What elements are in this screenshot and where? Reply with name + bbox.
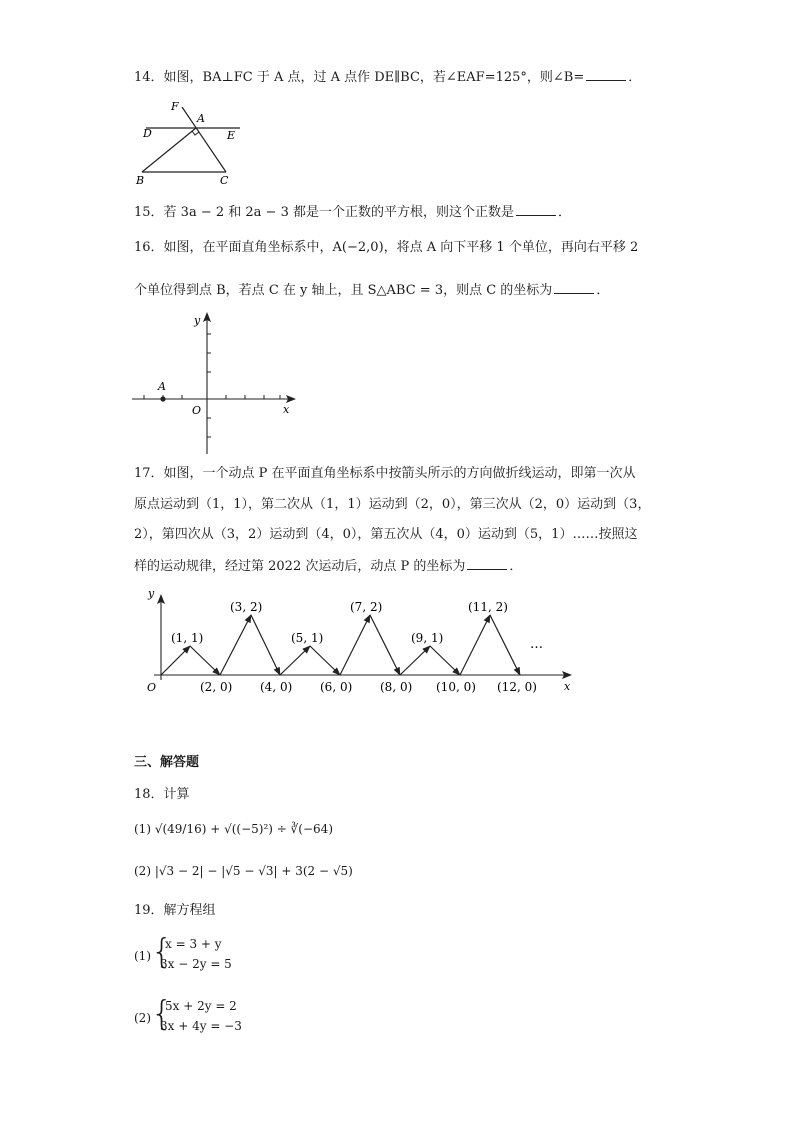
label-12-0: (12, 0) bbox=[497, 680, 537, 694]
label-5-1: (5, 1) bbox=[291, 631, 324, 645]
q14-end: ． bbox=[628, 70, 642, 85]
q15-number: 15． bbox=[134, 205, 164, 220]
q17-statement-4: 样的运动规律，经过第 2022 次运动后，动点 P 的坐标为 bbox=[134, 559, 466, 574]
q18-title: 18．计算 bbox=[134, 787, 190, 802]
y-ticks bbox=[207, 334, 211, 437]
q19-part2-eq2: 3x + 4y = −3 bbox=[160, 1019, 242, 1033]
motion-path bbox=[161, 615, 520, 675]
q19-part1-label: (1) bbox=[134, 949, 151, 963]
segment-7 bbox=[340, 615, 370, 675]
q16-figure bbox=[130, 308, 300, 456]
q14-number: 14． bbox=[134, 70, 164, 85]
segment-8 bbox=[370, 615, 400, 675]
q19-part2-eq1: 5x + 2y = 2 bbox=[165, 999, 237, 1013]
q17-line3 bbox=[134, 526, 637, 544]
q18-part2 bbox=[134, 862, 353, 880]
label-7-2: (7, 2) bbox=[350, 600, 383, 614]
q19-part1-eq1: x = 3 + y bbox=[165, 937, 222, 951]
q16-end: ． bbox=[596, 283, 610, 298]
q17-line1 bbox=[134, 465, 636, 483]
label-x: x bbox=[283, 403, 290, 416]
label-9-1: (9, 1) bbox=[411, 631, 444, 645]
point-a bbox=[160, 396, 165, 401]
segment-12 bbox=[490, 615, 520, 675]
q16-answer-blank[interactable] bbox=[554, 281, 594, 294]
label-origin: O bbox=[192, 404, 202, 417]
label-y: y bbox=[194, 314, 201, 327]
q17-statement-2: 原点运动到（1，1），第二次从（1，1）运动到（2，0），第三次从（2，0）运动到（3， bbox=[134, 497, 651, 512]
q16-statement-1: 如图，在平面直角坐标系中，A(−2,0)，将点 A 向下平移 1 个单位，再向右平移 2 bbox=[163, 240, 639, 255]
label-1-1: (1, 1) bbox=[171, 631, 204, 645]
label-f: F bbox=[171, 100, 179, 113]
segment-9 bbox=[400, 646, 430, 675]
brace-icon: { bbox=[151, 994, 173, 1034]
q15-end: ． bbox=[557, 205, 571, 220]
q14-statement: 如图，BA⊥FC 于 A 点，过 A 点作 DE∥BC，若∠EAF=125°，则∠B= bbox=[163, 70, 585, 85]
q18-part1-expression: √(49/16) + √((−5)²) ÷ ∛(−64) bbox=[154, 822, 333, 836]
label-e: E bbox=[227, 129, 236, 142]
top-labels bbox=[171, 600, 508, 645]
q16-line2 bbox=[134, 281, 609, 300]
segment-1 bbox=[161, 646, 190, 675]
q15-answer-blank[interactable] bbox=[516, 203, 556, 216]
label-10-0: (10, 0) bbox=[436, 680, 476, 694]
q18-part1-label: (1) bbox=[134, 822, 151, 836]
q14-text bbox=[134, 68, 641, 87]
label-a: A bbox=[158, 380, 166, 393]
q18-part1 bbox=[134, 820, 333, 838]
q16-line1 bbox=[134, 239, 638, 257]
label-c: C bbox=[220, 174, 229, 186]
q19-part1-eq2: 3x − 2y = 5 bbox=[160, 957, 232, 971]
q17-line4 bbox=[134, 557, 522, 576]
q16-number: 16． bbox=[134, 240, 164, 255]
q17-number: 17． bbox=[134, 466, 164, 481]
label-y: y bbox=[148, 587, 155, 600]
segment-2 bbox=[190, 646, 220, 675]
label-3-2: (3, 2) bbox=[230, 600, 263, 614]
label-d: D bbox=[143, 127, 152, 140]
q17-end: ． bbox=[509, 559, 523, 574]
segment-5 bbox=[280, 646, 310, 675]
section-title: 三、解答题 bbox=[134, 755, 200, 770]
label-b: B bbox=[136, 174, 145, 186]
label-origin: O bbox=[147, 681, 157, 694]
q19-title: 19．解方程组 bbox=[134, 903, 216, 918]
q15-text bbox=[134, 203, 571, 222]
label-8-0: (8, 0) bbox=[380, 680, 413, 694]
ellipsis: … bbox=[530, 637, 543, 652]
segment-11 bbox=[460, 615, 490, 675]
q17-answer-blank[interactable] bbox=[467, 557, 507, 570]
label-2-0: (2, 0) bbox=[200, 680, 233, 694]
q19-part2-label: (2) bbox=[134, 1011, 151, 1025]
q16-statement-2: 个单位得到点 B，若点 C 在 y 轴上，且 S△ABC = 3，则点 C 的坐标为 bbox=[134, 283, 553, 298]
label-4-0: (4, 0) bbox=[260, 680, 293, 694]
q18-part2-expression: |√3 − 2| − |√5 − √3| + 3(2 − √5) bbox=[154, 864, 353, 878]
brace-icon: { bbox=[151, 932, 173, 972]
q17-line2 bbox=[134, 496, 650, 514]
label-6-0: (6, 0) bbox=[320, 680, 353, 694]
q14-answer-blank[interactable] bbox=[586, 68, 626, 81]
label-11-2: (11, 2) bbox=[468, 600, 508, 614]
label-a: A bbox=[197, 112, 205, 125]
q17-statement-1: 如图，一个动点 P 在平面直角坐标系中按箭头所示的方向做折线运动，即第一次从 bbox=[163, 466, 636, 481]
segment-4 bbox=[251, 615, 280, 675]
q15-statement: 若 3a − 2 和 2a − 3 都是一个正数的平方根，则这个正数是 bbox=[163, 205, 514, 220]
q14-figure bbox=[134, 98, 244, 186]
bottom-labels bbox=[200, 680, 537, 694]
q17-statement-3: 2），第四次从（3，2）运动到（4，0），第五次从（4，0）运动到（5，1）……按照这 bbox=[134, 527, 638, 542]
segment-6 bbox=[310, 646, 340, 675]
segment-10 bbox=[430, 646, 460, 675]
q18-part2-label: (2) bbox=[134, 864, 151, 878]
label-x: x bbox=[564, 680, 571, 693]
segment-3 bbox=[220, 615, 251, 675]
q17-figure bbox=[134, 584, 580, 696]
